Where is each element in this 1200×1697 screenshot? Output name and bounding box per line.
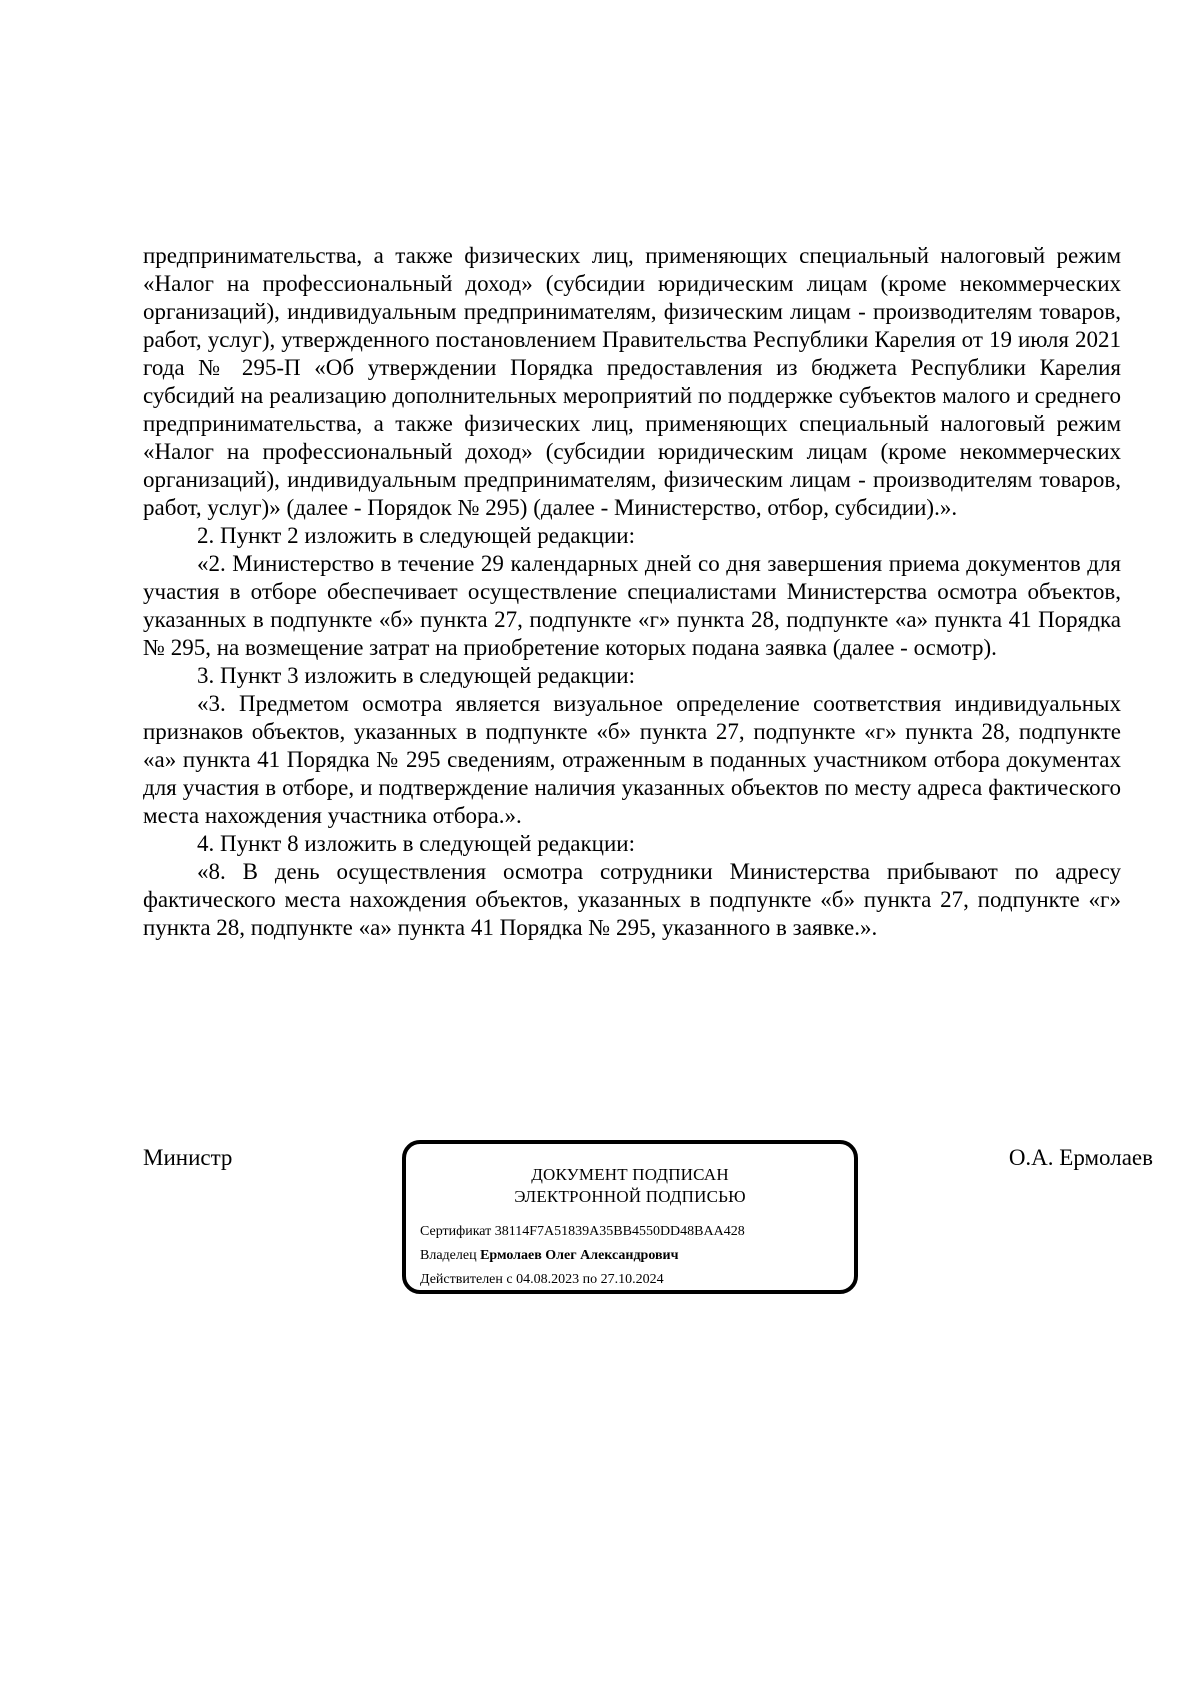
paragraph-continuation: предпринимательства, а также физических лиц, применяющих специальный налоговый режим «Налог на профессиональный доход» (субсидии юридическим лицам (кроме некоммерческих организаций), индивидуальным предпринимателям, физическим лицам - производителям товаров, работ, услуг), утвержденного постановлением Правительства Республики Карелия от 19 июля 2021 года № 295-П «Об утверждении Порядка предоставления из бюджета Республики Карелия субсидий на реализацию дополнительных мероприятий по поддержке субъектов малого и среднего предпринимательства, а также физических лиц, применяющих специальный налоговый режим «Налог на профессиональный доход» (субсидии юридическим лицам (кроме некоммерческих организаций), индивидуальным предпринимателям, физическим лицам - производителям товаров, работ, услуг)» (далее - Порядок № 295) (далее - Министерство, отбор, субсидии).». — [143, 243, 1121, 520]
stamp-valid-to-label: по — [582, 1272, 598, 1287]
stamp-valid-to: 27.10.2024 — [600, 1272, 664, 1287]
stamp-certificate-value: 38114F7A51839A35BB4550DD48BAA428 — [494, 1224, 745, 1239]
stamp-certificate-line — [420, 1222, 745, 1242]
stamp-valid-label: Действителен с — [420, 1272, 513, 1287]
paragraph-item-4-text: «8. В день осуществления осмотра сотрудники Министерства прибывают по адресу фактического места нахождения объектов, указанных в подпункте «б» пункта 27, подпункте «г» пункта 28, подпункте «а» пункта 41 Порядка № 295, указанного в заявке.». — [143, 859, 1121, 940]
stamp-title — [406, 1164, 854, 1208]
paragraph-item-2-heading: 2. Пункт 2 изложить в следующей редакции: — [197, 523, 635, 548]
stamp-valid-from: 04.08.2023 — [516, 1272, 580, 1287]
paragraph-item-3-text: «3. Предметом осмотра является визуальное определение соответствия индивидуальных признаков объектов, указанных в подпункте «б» пункта 27, подпункте «г» пункта 28, подпункте «а» пункта 41 Порядка № 295 сведениям, отраженным в поданных участником отбора документах для участия в отборе, и подтверждение наличия указанных объектов по месту адреса фактического места нахождения участника отбора.». — [143, 691, 1121, 828]
paragraph-item-3-heading: 3. Пункт 3 изложить в следующей редакции: — [197, 663, 635, 688]
stamp-title-line-2: ЭЛЕКТРОННОЙ ПОДПИСЬЮ — [514, 1187, 746, 1206]
stamp-owner-value: Ермолаев Олег Александрович — [480, 1248, 679, 1263]
stamp-title-line-1: ДОКУМЕНТ ПОДПИСАН — [531, 1165, 729, 1184]
signer-name: О.А. Ермолаев — [1008, 1145, 1153, 1170]
paragraph-item-2-text: «2. Министерство в течение 29 календарных дней со дня завершения приема документов для участия в отборе обеспечивает осуществление специалистами Министерства осмотра объектов, указанных в подпункте «б» пункта 27, подпункте «г» пункта 28, подпункте «а» пункта 41 Порядка № 295, на возмещение затрат на приобретение которых подана заявка (далее - осмотр). — [143, 551, 1121, 660]
document-body — [143, 242, 1121, 942]
stamp-owner-label: Владелец — [420, 1248, 477, 1263]
stamp-validity-line — [420, 1270, 664, 1290]
stamp-certificate-label: Сертификат — [420, 1224, 492, 1239]
paragraph-item-4-heading: 4. Пункт 8 изложить в следующей редакции: — [197, 831, 635, 856]
electronic-signature-stamp — [402, 1140, 858, 1294]
stamp-owner-line — [420, 1246, 679, 1266]
signer-position: Министр — [143, 1145, 233, 1170]
